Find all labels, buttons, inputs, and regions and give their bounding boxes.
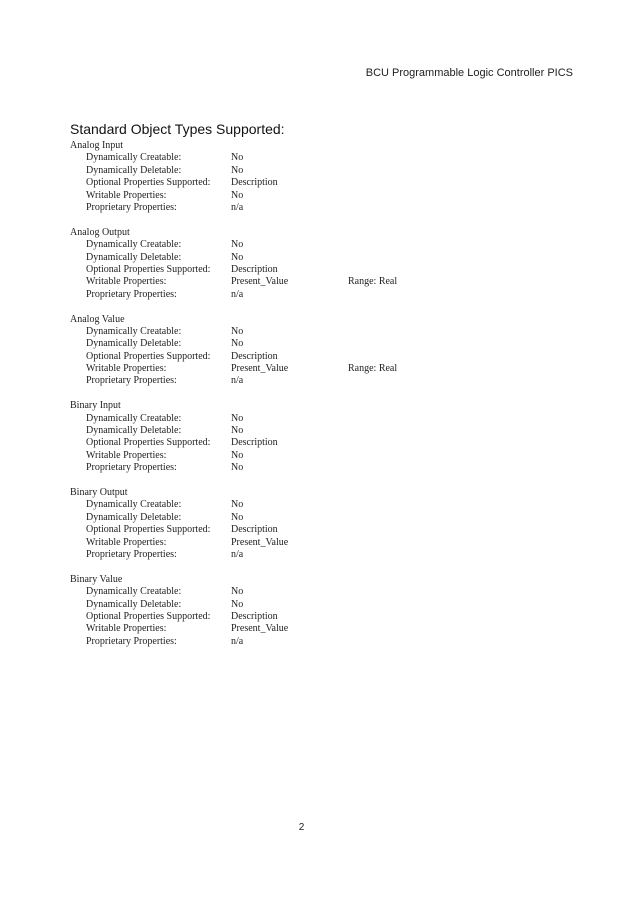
property-value: Description <box>231 177 278 189</box>
object-type-block <box>70 487 570 561</box>
object-type-name: Analog Output <box>70 226 130 238</box>
property-label: Dynamically Creatable: <box>86 325 182 337</box>
property-value: n/a <box>231 375 244 387</box>
property-value: No <box>231 152 244 164</box>
property-label: Optional Properties Supported: <box>86 437 211 449</box>
property-row <box>70 152 570 164</box>
property-label: Writable Properties: <box>86 363 167 375</box>
property-value: No <box>231 189 244 201</box>
property-value: Description <box>231 437 278 449</box>
property-value: n/a <box>231 288 244 300</box>
property-label: Optional Properties Supported: <box>86 263 211 275</box>
property-label: Dynamically Creatable: <box>86 412 182 424</box>
property-row <box>70 599 570 611</box>
property-label: Optional Properties Supported: <box>86 610 211 622</box>
property-value: No <box>231 325 244 337</box>
property-label: Proprietary Properties: <box>86 201 177 213</box>
property-row <box>70 375 570 387</box>
object-type-block <box>70 227 570 301</box>
property-label: Dynamically Creatable: <box>86 499 182 511</box>
property-label: Dynamically Creatable: <box>86 152 182 164</box>
property-value: n/a <box>231 548 244 560</box>
property-value: Present_Value <box>231 363 289 375</box>
property-row <box>70 338 570 350</box>
property-label: Writable Properties: <box>86 189 167 201</box>
property-value: Description <box>231 350 278 362</box>
property-value: No <box>231 586 244 598</box>
object-type-name: Analog Input <box>70 140 124 151</box>
property-value: Description <box>231 610 278 622</box>
property-row <box>70 326 570 338</box>
property-label: Proprietary Properties: <box>86 375 177 387</box>
object-types-list <box>70 140 570 661</box>
property-value: Description <box>231 524 278 536</box>
property-row <box>70 202 570 214</box>
property-value: n/a <box>231 201 244 213</box>
object-type-block <box>70 140 570 214</box>
property-value: Present_Value <box>231 536 289 548</box>
property-value: No <box>231 425 244 437</box>
property-row <box>70 450 570 462</box>
property-label: Writable Properties: <box>86 449 167 461</box>
property-value: Present_Value <box>231 623 289 635</box>
object-type-name: Binary Output <box>70 487 128 498</box>
property-row <box>70 537 570 549</box>
property-label: Optional Properties Supported: <box>86 350 211 362</box>
property-label: Dynamically Creatable: <box>86 586 182 598</box>
property-value: Description <box>231 263 278 275</box>
object-type-name: Binary Value <box>70 573 123 585</box>
property-row <box>70 264 570 276</box>
property-value: No <box>231 449 244 461</box>
object-type-block <box>70 314 570 388</box>
property-label: Dynamically Deletable: <box>86 425 182 437</box>
property-label: Dynamically Creatable: <box>86 239 182 251</box>
property-row <box>70 524 570 536</box>
object-type-name: Analog Value <box>70 313 125 325</box>
property-row <box>70 177 570 189</box>
property-label: Writable Properties: <box>86 623 167 635</box>
property-value: No <box>231 499 244 511</box>
property-label: Proprietary Properties: <box>86 462 177 474</box>
property-value: No <box>231 598 244 610</box>
property-row <box>70 165 570 177</box>
property-row <box>70 276 570 288</box>
property-row <box>70 437 570 449</box>
property-row <box>70 462 570 474</box>
property-row <box>70 351 570 363</box>
section-title: Standard Object Types Supported: <box>70 121 285 137</box>
property-value: No <box>231 412 244 424</box>
property-row <box>70 413 570 425</box>
object-type-block <box>70 574 570 648</box>
property-row <box>70 499 570 511</box>
property-row <box>70 636 570 648</box>
property-row <box>70 289 570 301</box>
property-row <box>70 190 570 202</box>
property-row <box>70 425 570 437</box>
property-row <box>70 512 570 524</box>
property-row <box>70 549 570 561</box>
property-range: Range: Real <box>348 276 398 288</box>
object-type-name: Binary Input <box>70 400 121 412</box>
property-label: Dynamically Deletable: <box>86 251 182 263</box>
property-label: Optional Properties Supported: <box>86 524 211 536</box>
property-label: Optional Properties Supported: <box>86 177 211 189</box>
property-label: Proprietary Properties: <box>86 548 177 560</box>
page-header: BCU Programmable Logic Controller PICS <box>365 67 573 79</box>
property-value: No <box>231 239 244 251</box>
property-value: No <box>231 462 244 474</box>
property-label: Dynamically Deletable: <box>86 164 182 176</box>
property-value: No <box>231 338 244 350</box>
property-row <box>70 363 570 375</box>
property-row <box>70 611 570 623</box>
property-row <box>70 252 570 264</box>
property-label: Proprietary Properties: <box>86 288 177 300</box>
property-label: Writable Properties: <box>86 276 167 288</box>
property-value: No <box>231 164 244 176</box>
property-row <box>70 586 570 598</box>
property-label: Dynamically Deletable: <box>86 598 182 610</box>
property-value: Present_Value <box>231 276 289 288</box>
property-label: Dynamically Deletable: <box>86 511 182 523</box>
property-label: Writable Properties: <box>86 536 167 548</box>
page-number: 2 <box>298 822 305 833</box>
property-label: Proprietary Properties: <box>86 635 177 647</box>
property-value: No <box>231 251 244 263</box>
property-value: No <box>231 511 244 523</box>
object-type-block <box>70 400 570 474</box>
property-label: Dynamically Deletable: <box>86 338 182 350</box>
property-row <box>70 239 570 251</box>
property-range: Range: Real <box>348 363 398 375</box>
property-value: n/a <box>231 635 244 647</box>
property-row <box>70 623 570 635</box>
